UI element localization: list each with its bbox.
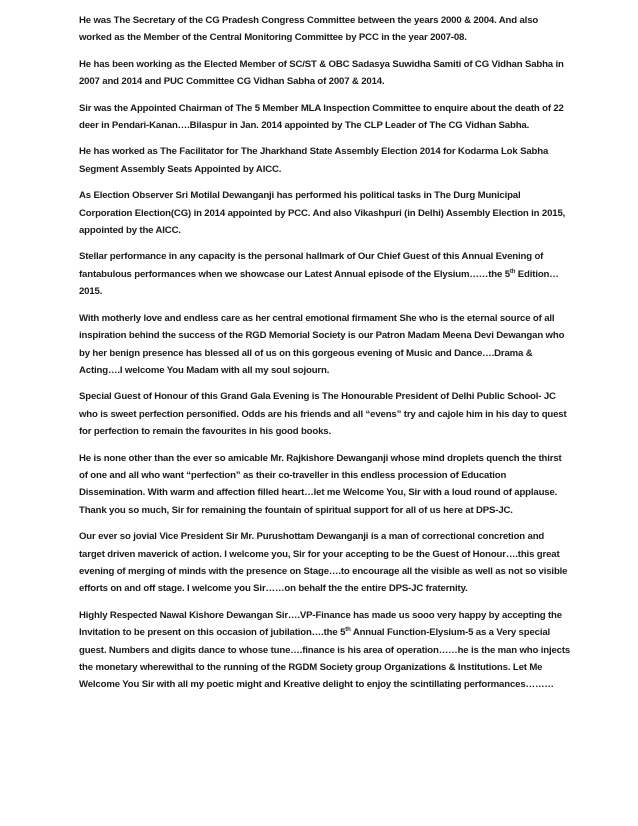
paragraph-secretary: He was The Secretary of the CG Pradesh Congress Committee between the years 2000 & 2004. And also worked as the Member of the Central Monitoring Committee by PCC in the year 2007-08. [79,15,539,44]
document-body [79,12,571,703]
ordinal-superscript: th [345,627,351,633]
ordinal-superscript: th [509,268,516,275]
paragraph-patron: With motherly love and endless care as her central emotional firmament She who is the eternal source of all inspiration behind the success of the RGD Memorial Society is our Patron Madam Meena Devi Dewangan who by her benign presence has blessed all of us on this gorgeous evening of Music and Dance….Drama & Acting….I welcome You Madam with all my soul sojourn. [79,312,565,376]
paragraph-chief-guest-text: Stellar performance in any capacity is the personal hallmark of Our Chief Guest of this Annual Evening of fantabulous performances when we showcase our Latest Annual episode of the Elysium……the 5 [79,251,544,280]
paragraph-elected-member: He has been working as the Elected Member of SC/ST & OBC Sadasya Suwidha Samiti of CG Vidhan Sabha in 2007 and 2014 and PUC Committee CG Vidhan Sabha of 2007 & 2014. [79,58,564,88]
paragraph-election-observer: As Election Observer Sri Motilal Dewanganji has performed his political tasks in The Durg Municipal Corporation Election(CG) in 2014 appointed by PCC. And also Vikashpuri (in Delhi) Assembly Election in 2015, appointed by the AICC. [79,190,566,237]
paragraph-inspection-committee: Sir was the Appointed Chairman of The 5 Member MLA Inspection Committee to enquire about the death of 22 deer in Pendari-Kanan….Bilaspur in Jan. 2014 appointed by The CLP Leader of The CG Vidhan Sabha. [79,102,564,132]
paragraph-vp-finance-tail: Annual Function-Elysium-5 as a Very special guest. Numbers and digits dance to whose tune….finance is his area of operation……he is the man who injects the monetary wherewithal to the running of the RGDM Society group Organizations & Institutions. Let Me Welcome You Sir with all my poetic might and Kreative delight to enjoy the scintillating performances……… [79,627,571,691]
paragraph-vice-president: Our ever so jovial Vice President Sir Mr. Purushottam Dewanganji is a man of correctional concretion and target driven maverick of action. I welcome you, Sir for your accepting to be the Guest of Honour….this great evening of merging of minds with the presence on Stage….to encourage all the visible as well as not so visible efforts on and off stage. I welcome you Sir……on behalf the the entire DPS-JC fraternity. [79,531,568,595]
paragraph-vp-finance-text: Highly Respected Nawal Kishore Dewangan Sir….VP-Finance has made us sooo very happy by accepting the Invitation to be present on this occasion of jubilation….the 5 [79,609,562,639]
paragraph-vp-finance [79,607,571,694]
paragraph-facilitator: He has worked as The Facilitator for The Jharkhand State Assembly Election 2014 for Kodarma Lok Sabha Segment Assembly Seats Appointed by AICC. [79,146,549,175]
paragraph-president-welcome: He is none other than the ever so amicable Mr. Rajkishore Dewanganji whose mind droplets quench the thirst of one and all who want “perfection” as their co-traveller in this endless procession of Education Dissemination. With warm and affection filled heart…let me Welcome You, Sir with a loud round of applause. Thank you so much, Sir for remaining the fountain of spiritual support for all of us here at DPS-JC. [79,452,562,516]
paragraph-chief-guest [79,248,571,300]
paragraph-special-guest: Special Guest of Honour of this Grand Gala Evening is The Honourable President of Delhi Public School- JC who is sweet perfection personified. Odds are his friends and all “evens” try and cajole him in his day to quest for perfection to remain the favourites in his good books. [79,391,567,438]
paragraph-chief-guest-tail: Edition…2015. [79,268,559,298]
